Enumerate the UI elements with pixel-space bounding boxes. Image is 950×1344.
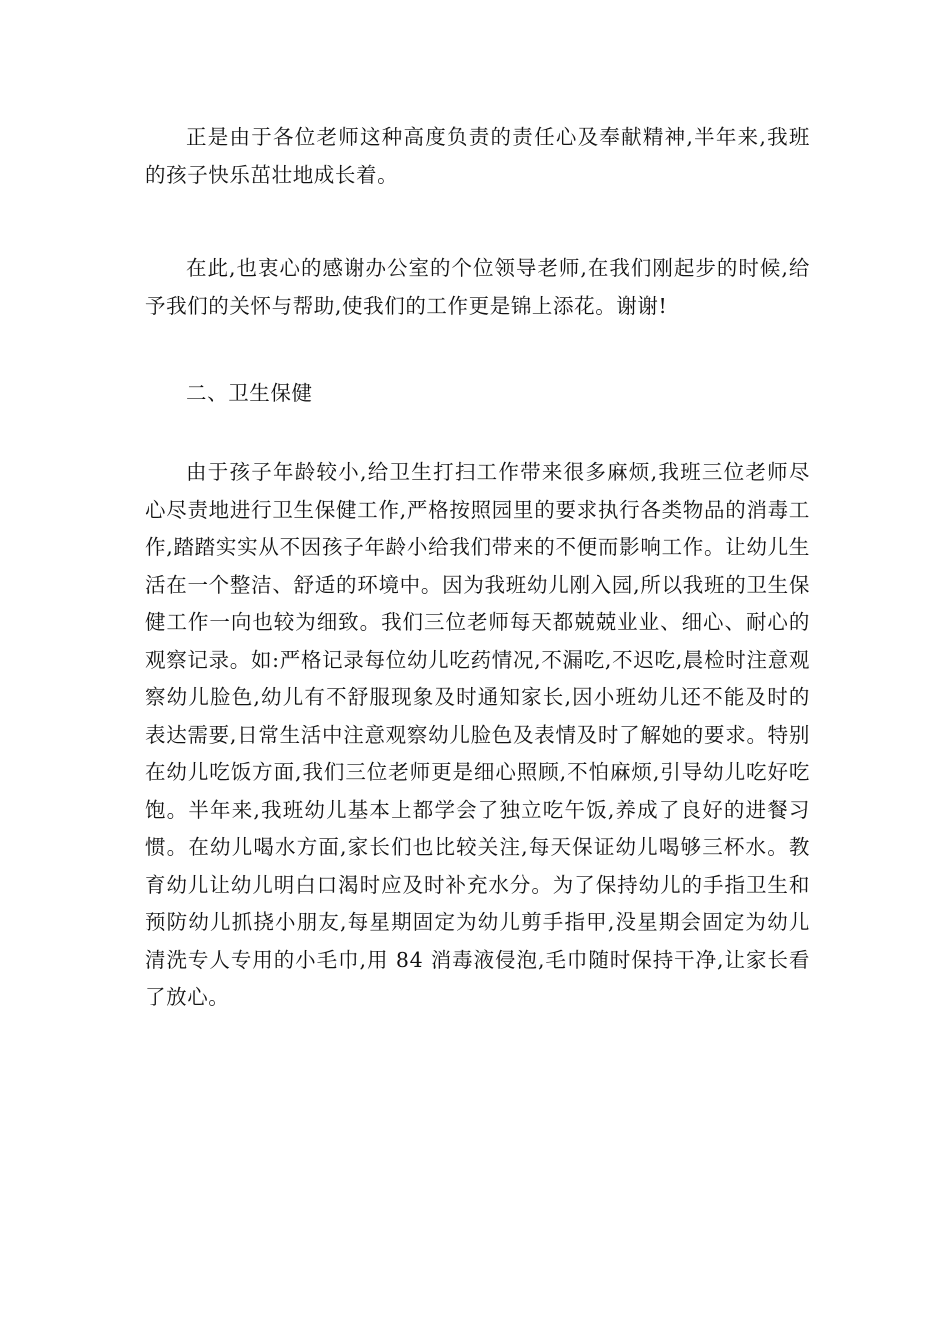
paragraph-health-care-details: 由于孩子年龄较小,给卫生打扫工作带来很多麻烦,我班三位老师尽心尽责地进行卫生保健工作,严格按照园里的要求执行各类物品的消毒工作,踏踏实实从不因孩子年龄小给我们带来的不便而影响工作。让幼儿生活在一个整洁、舒适的环境中。因为我班幼儿刚入园,所以我班的卫生保健工作一向也较为细致。我们三位老师每天都兢兢业业、细心、耐心的观察记录。如:严格记录每位幼儿吃药情况,不漏吃,不迟吃,晨检时注意观察幼儿脸色,幼儿有不舒服现象及时通知家长,因小班幼儿还不能及时的表达需要,日常生活中注意观察幼儿脸色及表情及时了解她的要求。特别在幼儿吃饭方面,我们三位老师更是细心照顾,不怕麻烦,引导幼儿吃好吃饱。半年来,我班幼儿基本上都学会了独立吃午饭,养成了良好的进餐习惯。在幼儿喝水方面,家长们也比较关注,每天保证幼儿喝够三杯水。教育幼儿让幼儿明白口渴时应及时补充水分。为了保持幼儿的手指卫生和预防幼儿抓挠小朋友,每星期固定为幼儿剪手指甲,没星期会固定为幼儿清洗专人专用的小毛巾,用 84 消毒液侵泡,毛巾随时保持干净,让家长看了放心。: [145, 460, 810, 1009]
paragraph-teacher-dedication: 正是由于各位老师这种高度负责的责任心及奉献精神,半年来,我班的孩子快乐茁壮地成长着。: [145, 125, 810, 187]
paragraph-thanks-office: 在此,也衷心的感谢办公室的个位领导老师,在我们刚起步的时候,给予我们的关怀与帮助,使我们的工作更是锦上添花。谢谢!: [145, 256, 810, 318]
section-heading-health-care: 二、卫生保健: [186, 381, 313, 405]
